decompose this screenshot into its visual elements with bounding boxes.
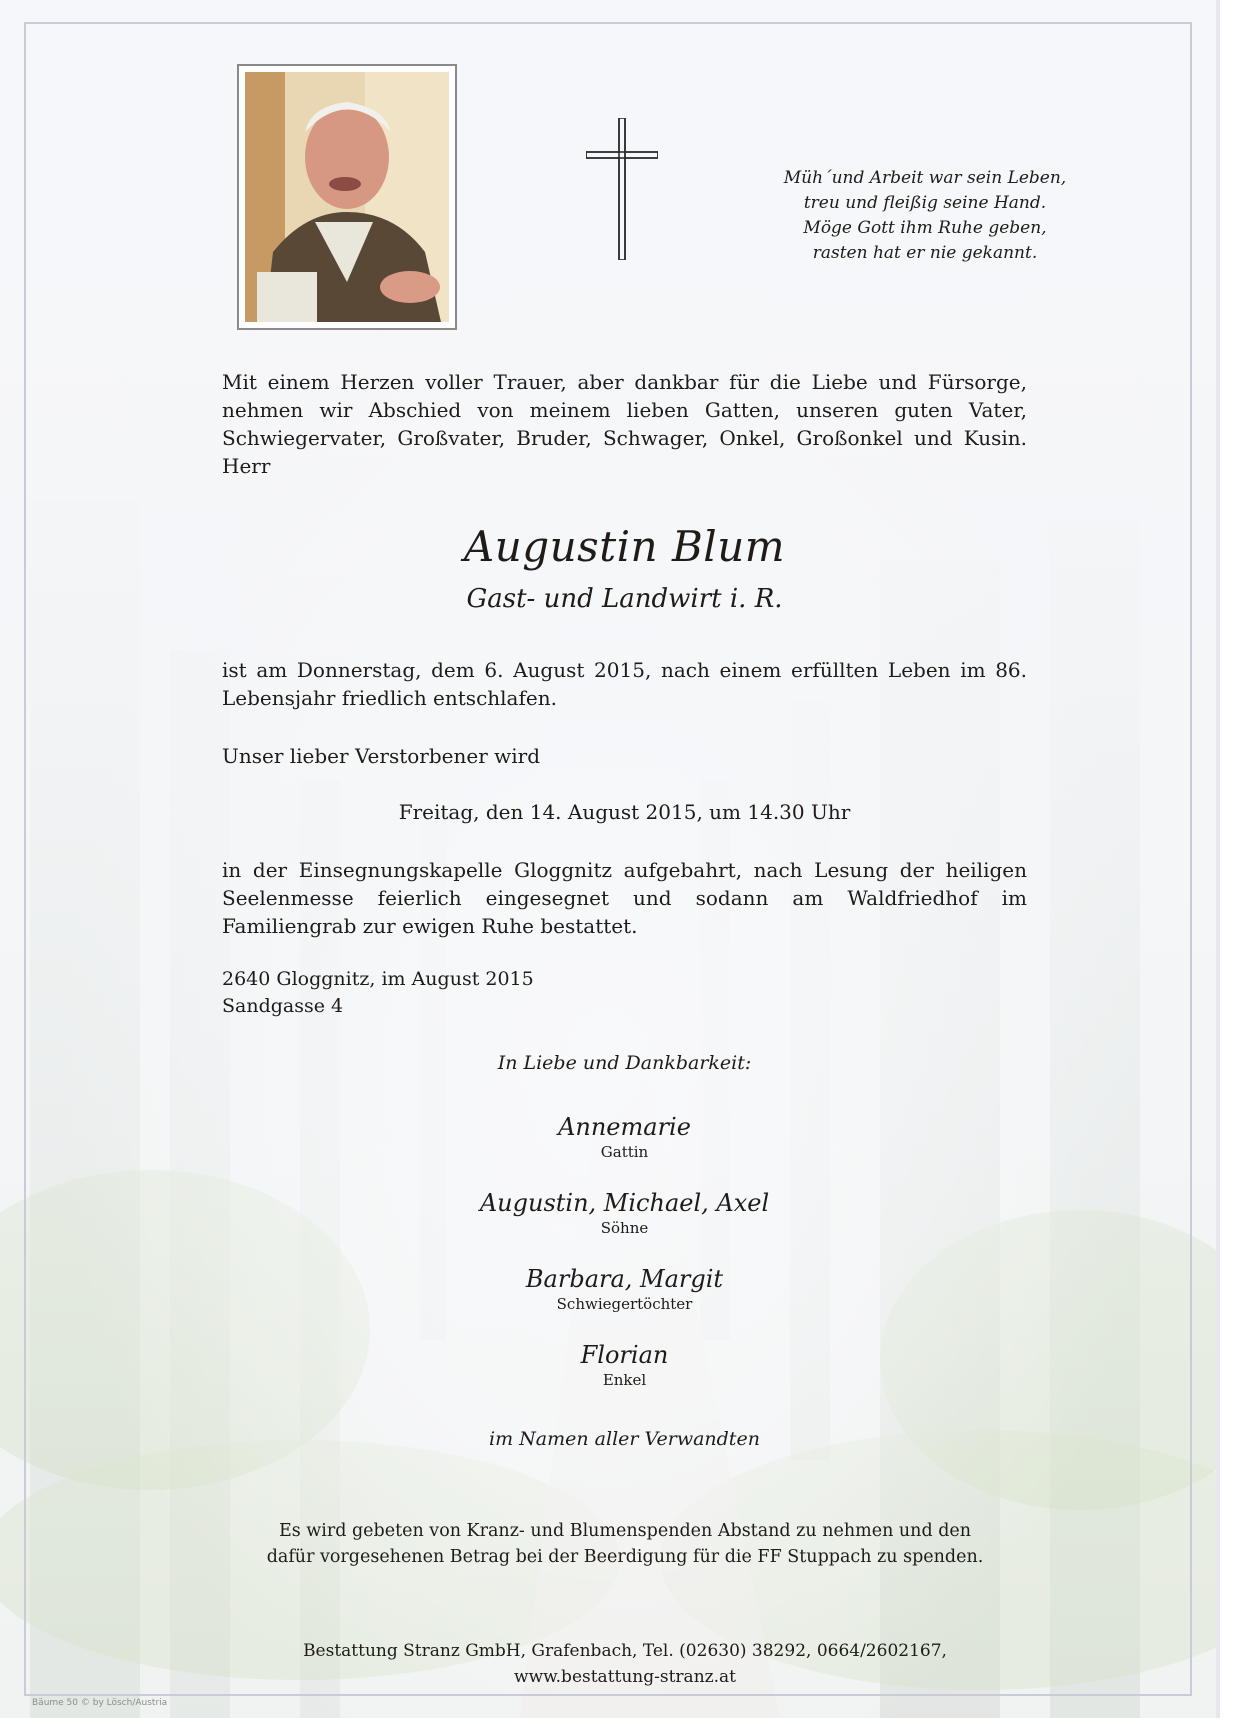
relative-name: Barbara, Margit [525,1265,724,1293]
relative-name: Augustin, Michael, Axel [479,1189,770,1217]
poem-line: treu und fleißig seine Hand. [803,193,1047,213]
undertaker-contact: Bestattung Stranz GmbH, Grafenbach, Tel. (02630) 38292, 0664/2602167, [303,1641,947,1661]
cross-icon [586,118,658,260]
place-date: 2640 Gloggnitz, im August 2015 [222,968,534,990]
ceremony-text: in der Einsegnungskapelle Gloggnitz aufgebahrt, nach Lesung der heiligen Seelenmesse feierlich eingesegnet und sodann am Waldfriedhof im Familiengrab zur ewigen Ruhe bestattet. [222,858,1027,938]
relative-name: Annemarie [558,1113,691,1141]
image-credit: Bäume 50 © by Lösch/Austria [32,1698,168,1708]
donation-request [200,1518,1050,1570]
undertaker-website: www.bestattung-stranz.at [514,1667,736,1687]
mourning-header: In Liebe und Dankbarkeit: [497,1052,752,1074]
relative-role: Gattin [600,1143,649,1161]
relative-role: Enkel [602,1371,647,1389]
relative-entry [222,1188,1027,1238]
relative-role: Schwiegertöchter [556,1295,693,1313]
undertaker-info [200,1638,1050,1690]
poem [760,166,1090,266]
deceased-profession: Gast- und Landwirt i. R. [466,584,783,614]
funeral-notice: Unser lieber Verstorbener wird [222,744,540,768]
poem-line: rasten hat er nie gekannt. [812,243,1038,263]
relative-role: Söhne [600,1219,649,1237]
relative-entry [222,1112,1027,1162]
intro-text: Mit einem Herzen voller Trauer, aber dankbar für die Liebe und Fürsorge, nehmen wir Abschied von meinem lieben Gatten, unseren guten Vater, Schwiegervater, Großvater, Bruder, Schwager, Onkel, Großonkel und Kusin. Herr [222,370,1027,478]
address: Sandgasse 4 [222,995,344,1017]
place-and-address [222,966,534,1020]
relative-entry [222,1340,1027,1390]
poem-line: Möge Gott ihm Ruhe geben, [803,218,1047,238]
donation-line: dafür vorgesehenen Betrag bei der Beerdigung für die FF Stuppach zu spenden. [266,1547,984,1567]
portrait-photo [237,64,457,330]
death-text: ist am Donnerstag, dem 6. August 2015, nach einem erfüllten Leben im 86. Lebensjahr friedlich entschlafen. [222,658,1027,710]
deceased-name: Augustin Blum [463,522,786,571]
relative-name: Florian [580,1341,669,1369]
funeral-date: Freitag, den 14. August 2015, um 14.30 Uhr [398,800,851,824]
relative-entry [222,1264,1027,1314]
poem-line: Müh´und Arbeit war sein Leben, [783,168,1067,188]
names-of-all-relatives: im Namen aller Verwandten [489,1428,760,1450]
donation-line: Es wird gebeten von Kranz- und Blumenspenden Abstand zu nehmen und den [278,1521,972,1541]
